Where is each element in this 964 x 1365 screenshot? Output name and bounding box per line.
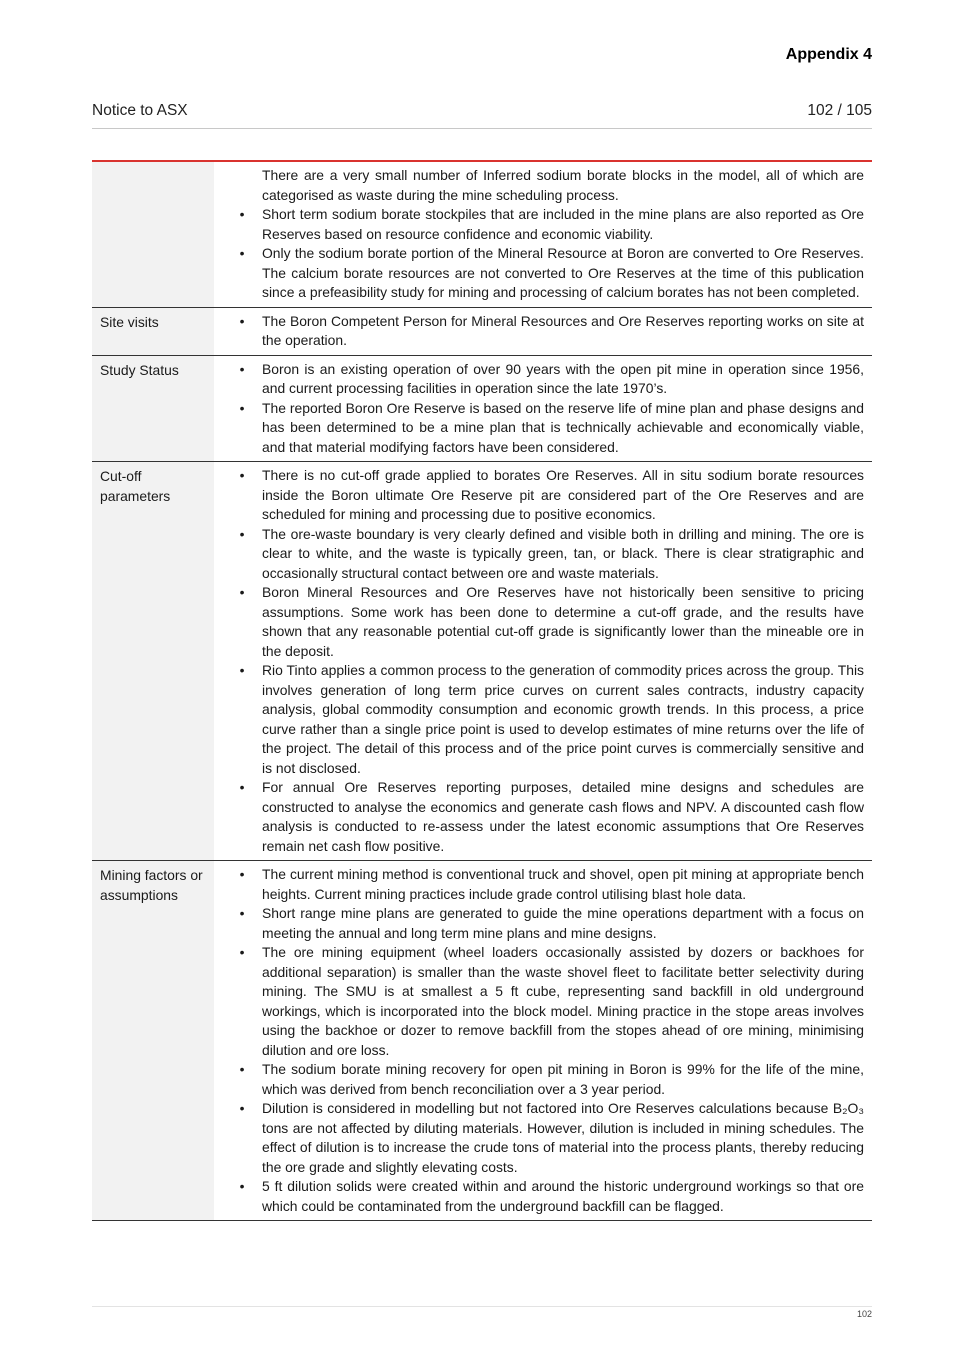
list-item-text: The ore mining equipment (wheel loaders occasionally assisted by dozers or backhoes for additional separation) is smaller than the waste shovel fleet to facilitate better selectivity during mining. The SMU is at smallest a 5 ft cube, representing sand backfill in old underground workings, which is incorporated into the block model. Mining practice in the stope areas involves using the backhoe or dozer to remove backfill from the stopes ahead of ore mining, minimising dilution and ore loss. (262, 944, 864, 1058)
bullet-icon: • (239, 467, 245, 483)
list-item (236, 943, 864, 1060)
row-content (214, 308, 872, 355)
list-item (236, 312, 864, 351)
list-item (236, 360, 864, 399)
list-item-text: Short range mine plans are generated to guide the mine operations department with a focus on meeting the annual and long term mine plans and mine designs. (262, 905, 864, 941)
bullet-list (236, 360, 864, 458)
list-item (236, 205, 864, 244)
bullet-icon: • (239, 312, 245, 329)
bullet-icon: • (239, 866, 245, 882)
list-item-text: The current mining method is conventional truck and shovel, open pit mining at appropriate bench heights. Current mining practices include grade control utilising blast hole data. (262, 866, 864, 902)
list-item-text: 5 ft dilution solids were created within and around the historic underground workings so that ore which could be contaminated from the underground backfill can be flagged. (262, 1178, 864, 1214)
bullet-icon: • (239, 779, 245, 795)
footer-page-number: 102 (856, 1309, 872, 1319)
bullet-icon: • (239, 944, 245, 960)
list-item (236, 661, 864, 778)
list-item (236, 904, 864, 943)
list-item-text: Dilution is considered in modelling but not factored into Ore Reserves calculations because B₂O₃ tons are not affected by diluting materials. However, dilution is included in mining schedules. The effect of dilution is to increase the crude tons of material into the process plants, thereby reducing the ore grade and slightly elevating costs. (262, 1100, 864, 1175)
bullet-icon: • (239, 245, 245, 261)
row-label: Study Status (92, 356, 214, 462)
list-item-text: The reported Boron Ore Reserve is based on the reserve life of mine plan and phase designs and has been determined to be a mine plan that is technically achievable and economically viable, and that material modifying factors have been considered. (262, 399, 864, 455)
bullet-icon: • (239, 662, 245, 678)
table-row (92, 861, 872, 1221)
header-divider (92, 128, 872, 129)
list-item (236, 466, 864, 525)
list-item-text: There is no cut-off grade applied to borates Ore Reserves. All in situ sodium borate resources inside the Boron ultimate Ore Reserve pit are considered part of the Ore Reserves and are scheduled for mining and processing due to positive economics. (262, 467, 864, 522)
list-item-text: For annual Ore Reserves reporting purposes, detailed mine designs and schedules are constructed to analyse the economics and generate cash flows and NPV. A discounted cash flow analysis is conducted to re-assess under the latest economic assumptions that Ore Reserves remain net cash flow positive. (262, 779, 864, 854)
assessment-table (92, 160, 872, 1221)
list-item (236, 1060, 864, 1099)
list-item-text: Boron Mineral Resources and Ore Reserves have not historically been sensitive to pricing assumptions. Some work has been done to determine a cut-off grade, and the results have shown that any reasonable potential cut-off grade is significantly lower than the mineable ore in the deposit. (262, 584, 864, 659)
list-item (236, 166, 864, 205)
bullet-list (236, 312, 864, 351)
list-item (236, 865, 864, 904)
bullet-icon: • (239, 905, 245, 921)
bullet-icon: • (239, 1100, 245, 1116)
bullet-icon: • (239, 206, 245, 222)
list-item-text: The ore-waste boundary is very clearly defined and visible both in drilling and mining. The ore is clear to white, and the waste is typically green, tan, or black. There is clear stratigraphic and occasionally structural contact between ore and waste materials. (262, 525, 864, 581)
list-item-text: Rio Tinto applies a common process to the generation of commodity prices across the group. This involves generation of long term price curves on current sales contracts, industry capacity analysis, global commodity consumption and economic growth trends. In this process, a price curve rather than a single price point is used to develop estimates of mine returns over the life of the project. The detail of this process and of the price point curves is commercially sensitive and is not disclosed. (262, 662, 864, 776)
row-label: Site visits (92, 308, 214, 355)
bullet-icon: • (239, 360, 245, 377)
bullet-list (236, 466, 864, 856)
page-header (92, 102, 872, 120)
document-title: Notice to ASX (92, 102, 188, 119)
list-item (236, 1177, 864, 1216)
list-item (236, 583, 864, 661)
list-item-text: There are a very small number of Inferred sodium borate blocks in the model, all of which are categorised as waste during the mine scheduling process. (262, 167, 864, 203)
table-row (92, 356, 872, 463)
table-row (92, 162, 872, 308)
bullet-list (236, 865, 864, 1216)
list-item (236, 525, 864, 584)
list-item (236, 1099, 864, 1177)
bullet-icon: • (239, 584, 245, 600)
list-item (236, 778, 864, 856)
bullet-icon: • (239, 525, 245, 542)
row-label (92, 162, 214, 307)
row-content (214, 462, 872, 860)
appendix-label: Appendix 4 (785, 46, 872, 63)
list-item-text: The sodium borate mining recovery for open pit mining in Boron is 99% for the life of the mine, which was derived from bench reconciliation over a 3 year period. (262, 1061, 864, 1097)
row-content (214, 356, 872, 462)
table-row (92, 308, 872, 356)
list-item-text: Short term sodium borate stockpiles that are included in the mine plans are also reported as Ore Reserves based on resource confidence and economic viability. (262, 206, 864, 242)
row-label: Mining factors or assumptions (92, 861, 214, 1220)
list-item (236, 399, 864, 458)
row-content (214, 861, 872, 1220)
bullet-icon: • (239, 399, 245, 416)
bullet-list (236, 166, 864, 303)
list-item-text: Only the sodium borate portion of the Mineral Resource at Boron are converted to Ore Reserves. The calcium borate resources are not converted to Ore Reserves at the time of this publication since a prefeasibility study for mining and processing of calcium borates has not been completed. (262, 245, 864, 300)
list-item-text: Boron is an existing operation of over 90 years with the open pit mine in operation since 1956, and current processing facilities in operation since the late 1970’s. (262, 360, 864, 396)
bullet-icon: • (239, 1178, 245, 1194)
table-row (92, 462, 872, 861)
page-indicator: 102 / 105 (807, 102, 872, 119)
footer-divider (92, 1306, 872, 1307)
row-content (214, 162, 872, 307)
bullet-icon: • (239, 1061, 245, 1077)
list-item-text: The Boron Competent Person for Mineral Resources and Ore Reserves reporting works on site at the operation. (262, 312, 864, 348)
list-item (236, 244, 864, 303)
row-label: Cut-off parameters (92, 462, 214, 860)
